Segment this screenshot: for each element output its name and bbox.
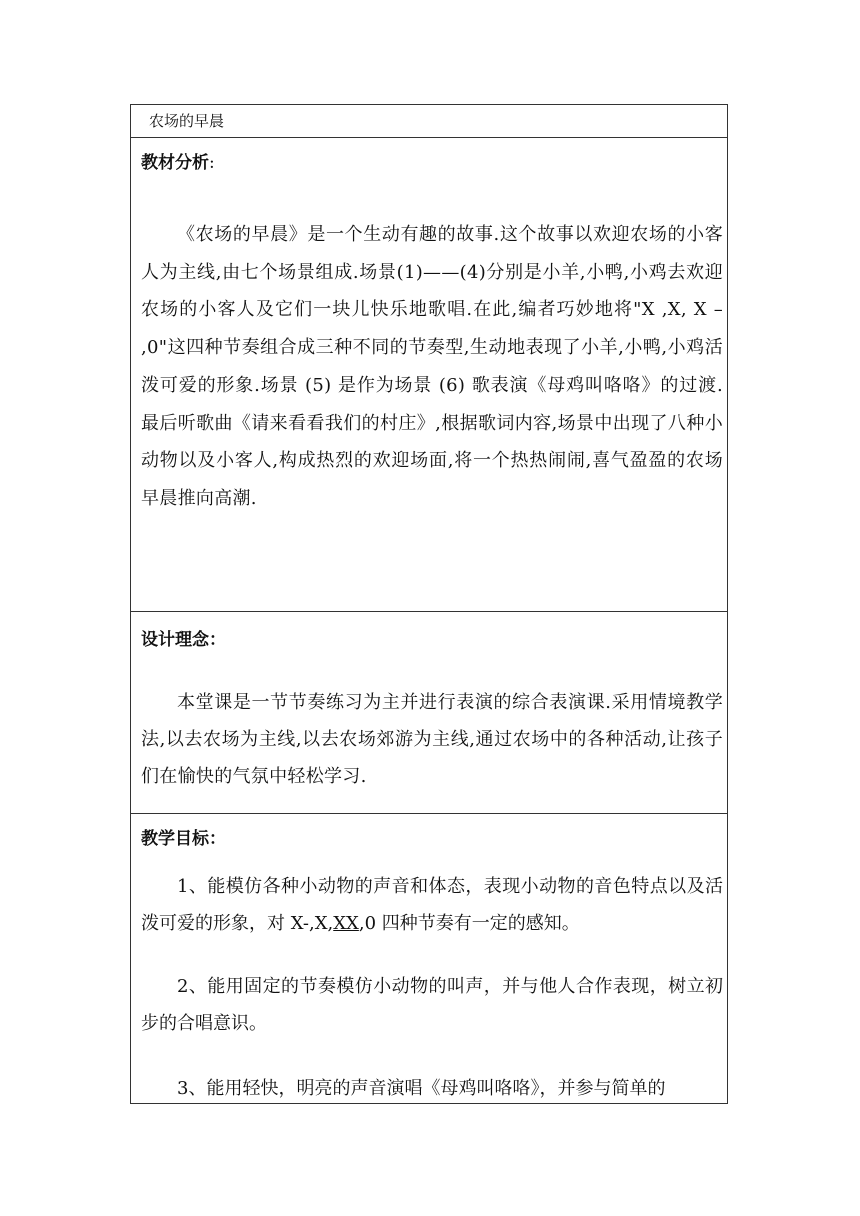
analysis-paragraph: 《农场的早晨》是一个生动有趣的故事.这个故事以欢迎农场的小客人为主线,由七个场景组成.场景(1)——(4)分别是小羊,小鸭,小鸡去欢迎农场的小客人及它们一块儿快乐地歌唱.在此,编者巧妙地将"X ,X, X – ,0"这四种节奏组合成三种不同的节奏型,生动地表现了小羊,小鸭,小鸡活泼可爱的形象.场景 (5) 是作为场景 (6) 歌表演《母鸡叫咯咯》的过渡.最后听歌曲《请来看看我们的村庄》,根据歌词内容,场景中出现了八种小动物以及小客人,构成热烈的欢迎场面,将一个热热闹闹,喜气盈盈的农场早晨推向高潮. [141, 224, 723, 509]
concept-heading-colon: ： [209, 630, 226, 650]
goal-1-text-start: 1、能模仿各种小动物的声音和体态，表现小动物的音色特点以及活泼可爱的形象，对 X-,X, [141, 876, 723, 934]
lesson-plan-table [130, 104, 728, 1104]
title-row [131, 105, 727, 137]
goals-heading-colon: ： [209, 829, 226, 849]
goal-1-text-end: ,0 四种节奏有一定的感知。 [358, 913, 580, 934]
concept-paragraph: 本堂课是一节节奏练习为主并进行表演的综合表演课.采用情境教学法,以去农场为主线,以去农场郊游为主线,通过农场中的各种活动,让孩子们在愉快的气氛中轻松学习. [141, 692, 723, 787]
goal-item-3: 3、能用轻快，明亮的声音演唱《母鸡叫咯咯》，并参与简单的 [177, 1078, 666, 1099]
goal-item-1 [141, 868, 723, 942]
lesson-title: 农场的早晨 [149, 112, 225, 130]
concept-section [131, 611, 727, 813]
concept-heading [141, 629, 226, 651]
goals-section [131, 813, 727, 1104]
analysis-heading-colon: : [209, 153, 215, 173]
goals-heading [141, 828, 226, 850]
goal-1-underlined-rhythm: XX [333, 913, 359, 934]
analysis-heading [141, 152, 215, 174]
concept-heading-label: 设计理念 [141, 630, 209, 650]
goal-item-2: 2、能用固定的节奏模仿小动物的叫声，并与他人合作表现，树立初步的合唱意识。 [141, 976, 723, 1034]
goals-heading-label: 教学目标 [141, 829, 209, 849]
analysis-section [131, 137, 727, 611]
analysis-heading-label: 教材分析 [141, 153, 209, 173]
